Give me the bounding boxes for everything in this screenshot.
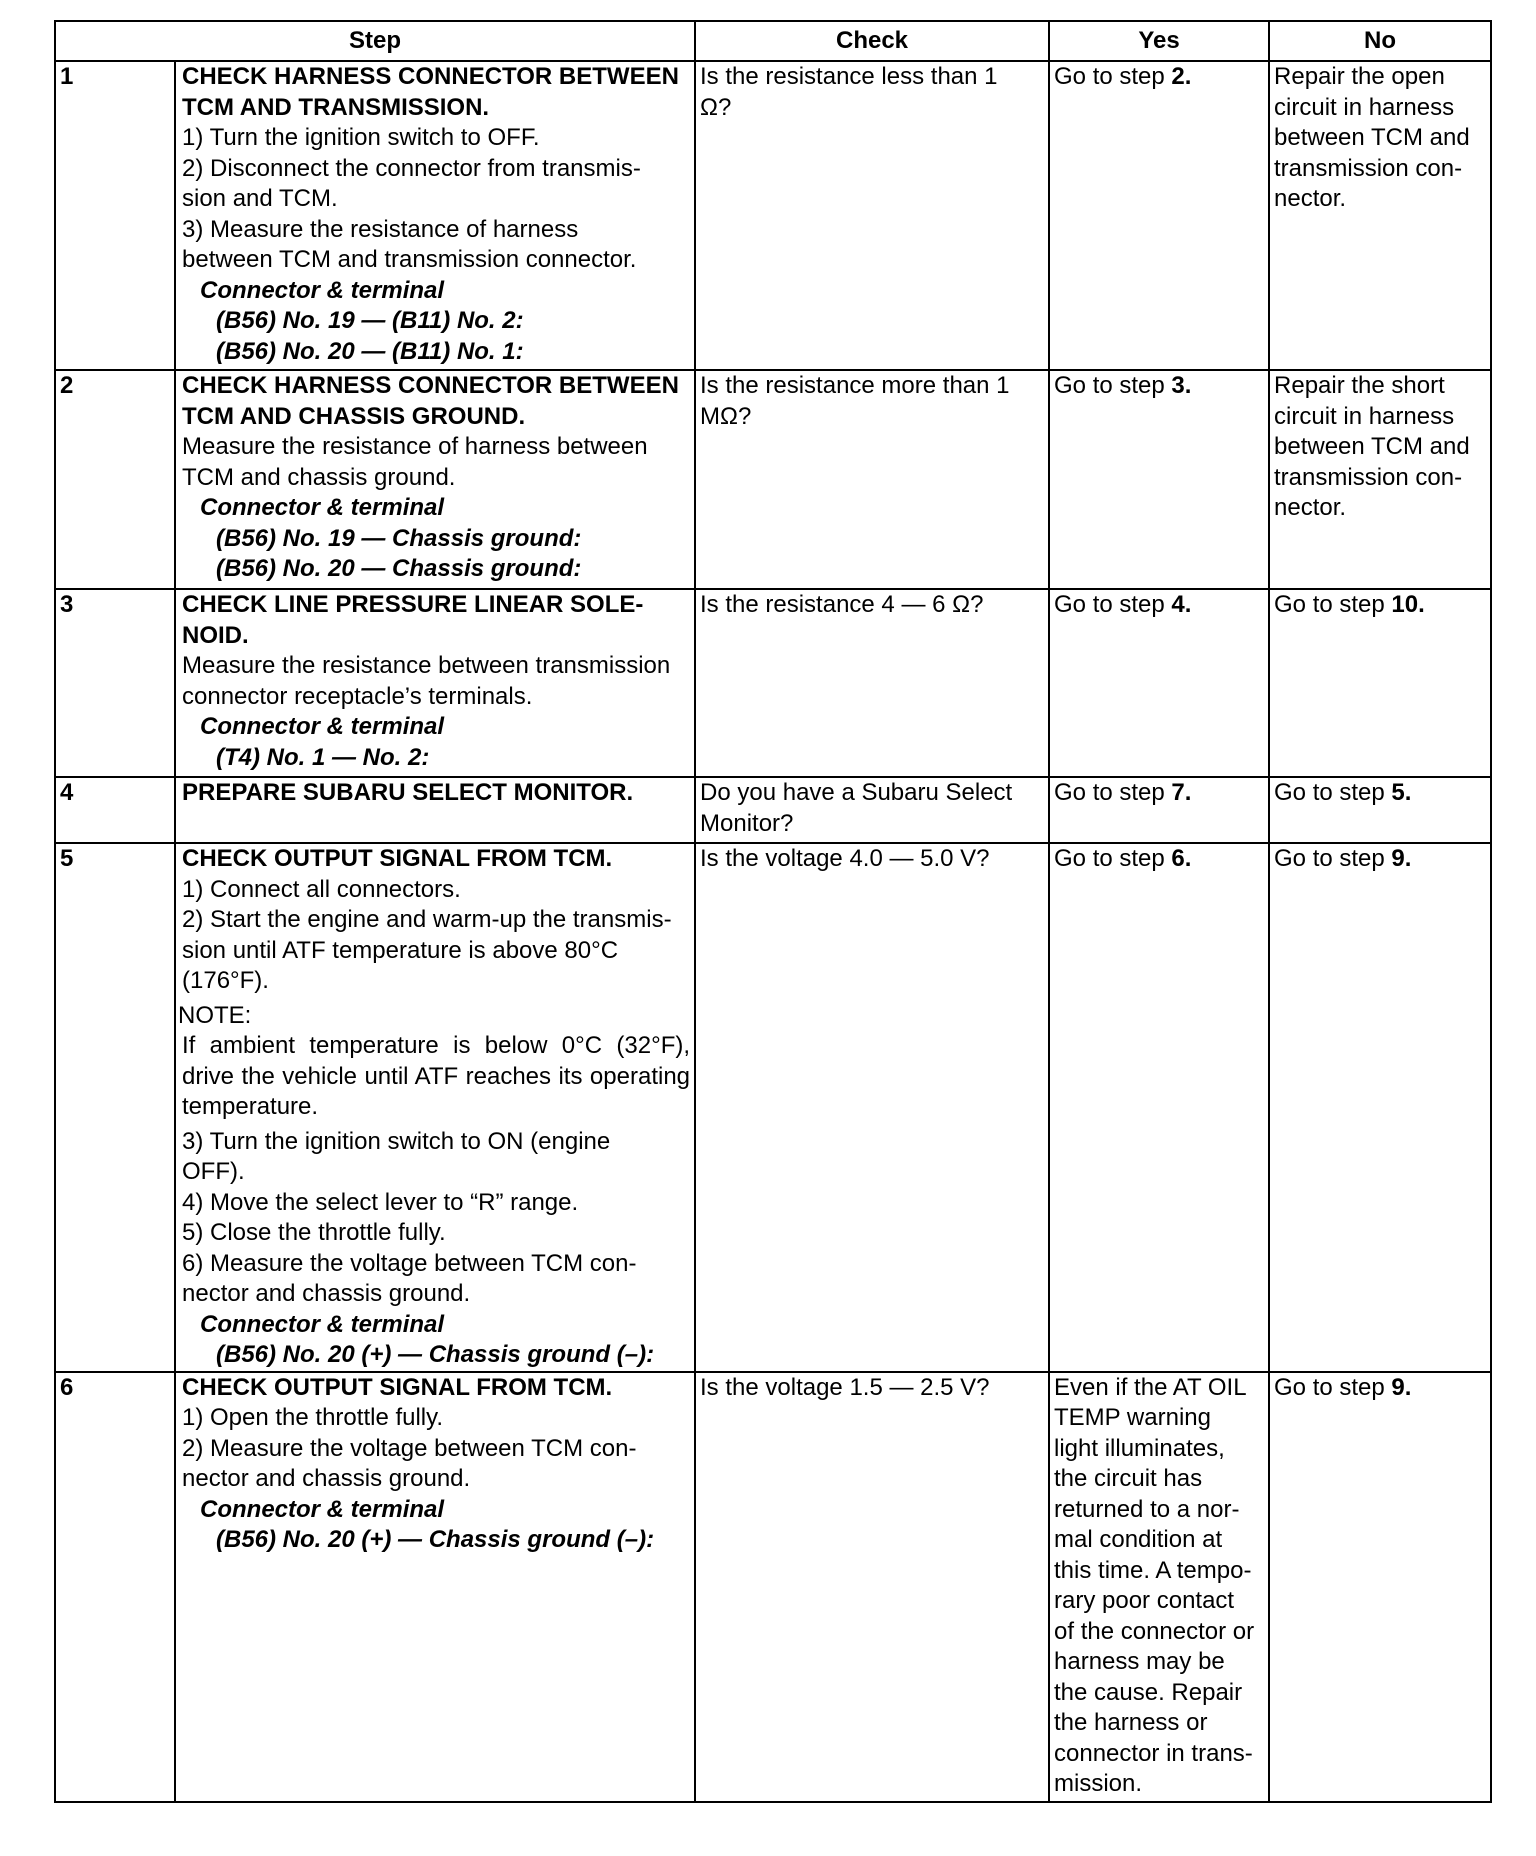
yes-text: Even if the AT OIL: [1054, 1373, 1247, 1401]
step-line: Measure the resistance of harness between: [182, 433, 648, 460]
step-line: 2) Start the engine and warm-up the transmis-: [182, 906, 672, 933]
yes-text: rary poor contact: [1054, 1587, 1235, 1614]
step-cell: [175, 370, 695, 589]
step-cell: [175, 777, 695, 843]
step-line: 3) Measure the resistance of harness: [182, 215, 579, 243]
no-cell: [1269, 589, 1491, 777]
yes-text: mal condition at: [1054, 1526, 1223, 1553]
yes-text: the cause. Repair: [1054, 1678, 1243, 1706]
connector-heading: Connector & terminal: [200, 1495, 445, 1523]
step-title: CHECK HARNESS CONNECTOR BETWEEN: [182, 63, 679, 90]
no-text: between TCM and: [1274, 124, 1470, 151]
step-line: 6) Measure the voltage between TCM con-: [182, 1249, 637, 1277]
check-text: Is the resistance more than 1: [700, 372, 1010, 399]
step-title: CHECK OUTPUT SIGNAL FROM TCM.: [182, 1373, 613, 1401]
no-step-ref: 9.: [1391, 845, 1412, 872]
check-cell: [695, 843, 1049, 1372]
yes-cell: [1049, 1372, 1269, 1802]
header-yes: Yes: [1049, 21, 1269, 61]
header-no: No: [1269, 21, 1491, 61]
check-cell: [695, 1372, 1049, 1802]
connector-heading: Connector & terminal: [200, 494, 445, 521]
no-text: transmission con-: [1274, 154, 1463, 182]
check-text: MΩ?: [700, 402, 752, 430]
yes-cell: [1049, 370, 1269, 589]
table-row: [55, 843, 1491, 1372]
step-title: PREPARE SUBARU SELECT MONITOR.: [182, 779, 634, 806]
no-text: between TCM and: [1274, 433, 1470, 460]
connector-heading: Connector & terminal: [200, 1310, 445, 1338]
no-text: transmission con-: [1274, 463, 1463, 491]
step-title: CHECK HARNESS CONNECTOR BETWEEN: [182, 372, 679, 399]
step-line: 1) Connect all connectors.: [182, 875, 461, 903]
table-row: [55, 1372, 1491, 1802]
connector-terminal: (B56) No. 20 (+) — Chassis ground (–):: [216, 1341, 655, 1368]
yes-text: Go to step: [1054, 845, 1172, 872]
step-cell: [175, 61, 695, 370]
yes-step-ref: 6.: [1171, 845, 1192, 872]
no-cell: [1269, 61, 1491, 370]
check-cell: [695, 370, 1049, 589]
connector-heading: Connector & terminal: [200, 713, 445, 740]
no-step-ref: 9.: [1391, 1373, 1412, 1401]
note-text: If ambient temperature is below 0°C (32°F), drive the vehicle until ATF reaches its operating temperature.: [182, 1032, 691, 1120]
step-number: 4: [55, 777, 175, 843]
no-text: Go to step: [1274, 1373, 1392, 1401]
connector-terminal: (B56) No. 20 (+) — Chassis ground (–):: [216, 1526, 655, 1553]
check-cell: [695, 777, 1049, 843]
note-heading: NOTE:: [178, 1001, 252, 1029]
step-line: TCM and chassis ground.: [182, 463, 456, 491]
check-text: Do you have a Subaru Select: [700, 779, 1013, 806]
step-title: TCM AND TRANSMISSION.: [182, 93, 490, 121]
yes-text: this time. A tempo-: [1054, 1556, 1252, 1584]
connector-terminal: (B56) No. 19 — Chassis ground:: [216, 524, 582, 552]
step-title: TCM AND CHASSIS GROUND.: [182, 402, 526, 430]
no-text: nector.: [1274, 494, 1347, 521]
yes-text: returned to a nor-: [1054, 1495, 1240, 1523]
yes-cell: [1049, 777, 1269, 843]
no-step-ref: 5.: [1391, 779, 1412, 806]
step-line: nector and chassis ground.: [182, 1280, 471, 1307]
connector-terminal: (B56) No. 20 — Chassis ground:: [216, 555, 582, 582]
no-cell: [1269, 370, 1491, 589]
header-check: Check: [695, 21, 1049, 61]
no-step-ref: 10.: [1391, 591, 1425, 618]
step-number: 6: [55, 1372, 175, 1802]
step-line: between TCM and transmission connector.: [182, 246, 637, 273]
yes-text: harness may be: [1054, 1648, 1225, 1675]
yes-step-ref: 3.: [1171, 372, 1192, 399]
check-text: Is the resistance less than 1: [700, 63, 998, 90]
table-row: [55, 61, 1491, 370]
step-line: (176°F).: [182, 967, 269, 994]
step-number: 2: [55, 370, 175, 589]
step-cell: [175, 843, 695, 1372]
yes-text: TEMP warning: [1054, 1404, 1211, 1431]
step-title: CHECK OUTPUT SIGNAL FROM TCM.: [182, 845, 613, 872]
yes-cell: [1049, 589, 1269, 777]
step-line: 3) Turn the ignition switch to ON (engine: [182, 1127, 611, 1155]
check-text: Ω?: [700, 93, 732, 121]
table-row: [55, 777, 1491, 843]
yes-text: Go to step: [1054, 63, 1172, 90]
check-text: Is the voltage 4.0 — 5.0 V?: [700, 845, 990, 872]
yes-cell: [1049, 61, 1269, 370]
no-text: nector.: [1274, 185, 1347, 212]
yes-text: Go to step: [1054, 591, 1172, 618]
no-text: circuit in harness: [1274, 93, 1455, 121]
connector-terminal: (B56) No. 19 — (B11) No. 2:: [216, 307, 524, 334]
yes-step-ref: 7.: [1171, 779, 1192, 806]
no-text: Repair the short: [1274, 372, 1445, 399]
step-number: 5: [55, 843, 175, 1372]
no-text: Go to step: [1274, 591, 1392, 618]
connector-terminal: (T4) No. 1 — No. 2:: [216, 743, 430, 771]
no-cell: [1269, 777, 1491, 843]
step-number: 1: [55, 61, 175, 370]
step-cell: [175, 1372, 695, 1802]
step-line: nector and chassis ground.: [182, 1465, 471, 1492]
header-row: [55, 21, 1491, 61]
step-line: 2) Measure the voltage between TCM con-: [182, 1434, 637, 1462]
check-text: Is the resistance 4 — 6 Ω?: [700, 591, 984, 618]
yes-text: of the connector or: [1054, 1617, 1255, 1645]
yes-step-ref: 4.: [1171, 591, 1192, 618]
step-line: sion and TCM.: [182, 185, 338, 212]
step-line: sion until ATF temperature is above 80°C: [182, 936, 619, 964]
step-line: 4) Move the select lever to “R” range.: [182, 1188, 579, 1216]
step-line: 1) Turn the ignition switch to OFF.: [182, 124, 540, 151]
no-text: circuit in harness: [1274, 402, 1455, 430]
yes-text: Go to step: [1054, 372, 1172, 399]
yes-text: Go to step: [1054, 779, 1172, 806]
yes-text: mission.: [1054, 1770, 1143, 1797]
yes-step-ref: 2.: [1171, 63, 1192, 90]
no-text: Go to step: [1274, 779, 1392, 806]
check-cell: [695, 589, 1049, 777]
yes-text: the circuit has: [1054, 1465, 1203, 1492]
header-step: Step: [55, 21, 695, 61]
no-cell: [1269, 1372, 1491, 1802]
check-text: Is the voltage 1.5 — 2.5 V?: [700, 1373, 990, 1401]
connector-terminal: (B56) No. 20 — (B11) No. 1:: [216, 337, 524, 365]
step-line: Measure the resistance between transmission: [182, 652, 671, 679]
diagnostic-table: [54, 20, 1492, 1803]
no-text: Repair the open: [1274, 63, 1445, 90]
step-line: OFF).: [182, 1158, 245, 1185]
yes-text: connector in trans-: [1054, 1739, 1253, 1767]
yes-cell: [1049, 843, 1269, 1372]
yes-text: the harness or: [1054, 1709, 1208, 1736]
connector-heading: Connector & terminal: [200, 276, 445, 304]
step-line: 5) Close the throttle fully.: [182, 1219, 446, 1246]
step-line: 2) Disconnect the connector from transmis-: [182, 154, 641, 182]
step-title: CHECK LINE PRESSURE LINEAR SOLE-: [182, 591, 644, 618]
yes-text: light illuminates,: [1054, 1434, 1225, 1462]
step-title: NOID.: [182, 621, 249, 649]
table-row: [55, 370, 1491, 589]
step-line: connector receptacle’s terminals.: [182, 682, 533, 710]
table-row: [55, 589, 1491, 777]
no-cell: [1269, 843, 1491, 1372]
check-cell: [695, 61, 1049, 370]
step-number: 3: [55, 589, 175, 777]
check-text: Monitor?: [700, 809, 794, 837]
step-line: 1) Open the throttle fully.: [182, 1404, 444, 1431]
no-text: Go to step: [1274, 845, 1392, 872]
step-cell: [175, 589, 695, 777]
